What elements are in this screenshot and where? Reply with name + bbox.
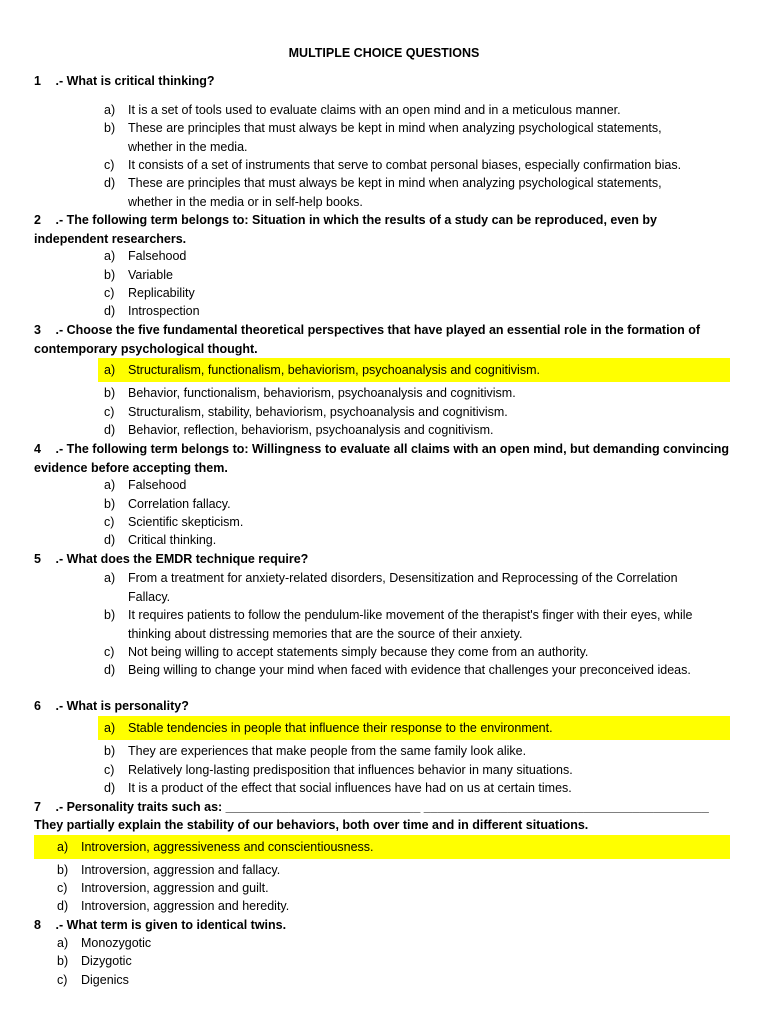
option-text: Falsehood bbox=[128, 249, 187, 263]
option-4b bbox=[104, 495, 704, 514]
option-1d bbox=[104, 174, 704, 211]
option-text: Introversion, aggressiveness and conscientiousness. bbox=[81, 840, 374, 854]
option-letter: d) bbox=[104, 176, 116, 190]
question-4 bbox=[34, 440, 734, 477]
option-letter: d) bbox=[57, 899, 69, 913]
option-7c bbox=[57, 879, 707, 898]
question-text: They partially explain the stability of our behaviors, both over time and in different situations. bbox=[34, 818, 589, 832]
option-3c bbox=[104, 403, 704, 422]
option-text: Introversion, aggression and heredity. bbox=[81, 899, 290, 913]
option-4c bbox=[104, 513, 704, 532]
question-text: .- The following term belongs to: Situation in which the results of a study can be reproduced, even by independent researchers. bbox=[34, 213, 657, 246]
option-text: It requires patients to follow the pendulum-like movement of the therapist's finger with their eyes, while thinking about distressing memories that are the source of their anxiety. bbox=[128, 608, 693, 641]
option-text: Variable bbox=[128, 268, 173, 282]
option-letter: c) bbox=[104, 645, 115, 659]
option-1b bbox=[104, 119, 704, 156]
option-letter: c) bbox=[104, 158, 115, 172]
option-letter: c) bbox=[57, 973, 68, 987]
option-2d bbox=[104, 302, 704, 321]
question-6 bbox=[34, 697, 734, 716]
option-text: Scientific skepticism. bbox=[128, 515, 244, 529]
option-3a bbox=[104, 361, 704, 380]
option-text: These are principles that must always be kept in mind when analyzing psychological statements, whether in the media or in self-help books. bbox=[128, 176, 662, 209]
option-text: Being willing to change your mind when faced with evidence that challenges your preconceived ideas. bbox=[128, 663, 691, 677]
option-letter: a) bbox=[104, 721, 116, 735]
option-5a bbox=[104, 569, 704, 606]
question-text: .- What is personality? bbox=[55, 699, 189, 713]
option-4d bbox=[104, 531, 704, 550]
option-8b bbox=[57, 952, 707, 971]
option-letter: a) bbox=[57, 840, 69, 854]
question-number: 4 bbox=[34, 442, 41, 456]
question-text: .- Personality traits such as: ____________________________ _________________________________________ bbox=[55, 800, 709, 814]
question-number: 1 bbox=[34, 74, 41, 88]
option-letter: b) bbox=[57, 863, 69, 877]
option-letter: b) bbox=[104, 608, 116, 622]
option-letter: d) bbox=[104, 304, 116, 318]
option-text: Digenics bbox=[81, 973, 129, 987]
option-text: Falsehood bbox=[128, 478, 187, 492]
option-letter: a) bbox=[104, 363, 116, 377]
question-text: .- Choose the five fundamental theoretical perspectives that have played an essential role in the formation of contemporary psychological thought. bbox=[34, 323, 701, 356]
option-letter: b) bbox=[104, 744, 116, 758]
option-text: Introversion, aggression and fallacy. bbox=[81, 863, 281, 877]
option-letter: a) bbox=[104, 478, 116, 492]
option-text: Behavior, reflection, behaviorism, psychoanalysis and cognitivism. bbox=[128, 423, 494, 437]
question-7 bbox=[34, 798, 734, 817]
question-number: 5 bbox=[34, 552, 41, 566]
question-7-continuation bbox=[34, 816, 734, 835]
question-3 bbox=[34, 321, 734, 358]
option-6d bbox=[104, 779, 704, 798]
option-4a bbox=[104, 476, 704, 495]
option-letter: b) bbox=[104, 121, 116, 135]
question-5 bbox=[34, 550, 734, 569]
option-letter: d) bbox=[104, 781, 116, 795]
question-8 bbox=[34, 916, 734, 935]
option-text: It is a set of tools used to evaluate claims with an open mind and in a meticulous manner. bbox=[128, 103, 621, 117]
option-text: Structuralism, functionalism, behaviorism, psychoanalysis and cognitivism. bbox=[128, 363, 540, 377]
option-text: Structuralism, stability, behaviorism, psychoanalysis and cognitivism. bbox=[128, 405, 508, 419]
question-number: 8 bbox=[34, 918, 41, 932]
option-2c bbox=[104, 284, 704, 303]
option-text: Replicability bbox=[128, 286, 195, 300]
option-8c bbox=[57, 971, 707, 990]
option-7a bbox=[57, 838, 707, 857]
option-letter: c) bbox=[104, 286, 115, 300]
question-text: .- What is critical thinking? bbox=[55, 74, 215, 88]
option-text: From a treatment for anxiety-related disorders, Desensitization and Reprocessing of the Correlation Fallacy. bbox=[128, 571, 678, 604]
option-7d bbox=[57, 897, 707, 916]
option-letter: d) bbox=[104, 663, 116, 677]
option-7b bbox=[57, 861, 707, 880]
option-text: Not being willing to accept statements simply because they come from an authority. bbox=[128, 645, 589, 659]
option-text: Relatively long-lasting predisposition that influences behavior in many situations. bbox=[128, 763, 573, 777]
option-letter: c) bbox=[104, 515, 115, 529]
option-letter: a) bbox=[57, 936, 69, 950]
question-2 bbox=[34, 211, 734, 248]
question-number: 7 bbox=[34, 800, 41, 814]
question-number: 6 bbox=[34, 699, 41, 713]
option-letter: c) bbox=[104, 763, 115, 777]
option-text: Introspection bbox=[128, 304, 200, 318]
option-letter: b) bbox=[104, 386, 116, 400]
option-letter: a) bbox=[104, 249, 116, 263]
option-2a bbox=[104, 247, 704, 266]
question-text: .- The following term belongs to: Willingness to evaluate all claims with an open mind, but demanding convincing evidence before accepting them. bbox=[34, 442, 730, 475]
option-text: It is a product of the effect that social influences have had on us at certain times. bbox=[128, 781, 572, 795]
option-text: Behavior, functionalism, behaviorism, psychoanalysis and cognitivism. bbox=[128, 386, 516, 400]
option-letter: d) bbox=[104, 423, 116, 437]
question-1 bbox=[34, 72, 734, 91]
option-text: They are experiences that make people from the same family look alike. bbox=[128, 744, 527, 758]
document-title: MULTIPLE CHOICE QUESTIONS bbox=[288, 46, 480, 60]
option-text: Critical thinking. bbox=[128, 533, 217, 547]
option-text: These are principles that must always be kept in mind when analyzing psychological statements, whether in the media. bbox=[128, 121, 662, 154]
option-letter: a) bbox=[104, 103, 116, 117]
option-6b bbox=[104, 742, 704, 761]
option-letter: c) bbox=[104, 405, 115, 419]
option-6a bbox=[104, 719, 704, 738]
option-3d bbox=[104, 421, 704, 440]
question-number: 2 bbox=[34, 213, 41, 227]
option-text: Dizygotic bbox=[81, 954, 132, 968]
option-letter: b) bbox=[57, 954, 69, 968]
option-text: Introversion, aggression and guilt. bbox=[81, 881, 269, 895]
question-text: .- What term is given to identical twins. bbox=[55, 918, 287, 932]
option-text: It consists of a set of instruments that serve to combat personal biases, especially confirmation bias. bbox=[128, 158, 682, 172]
option-letter: d) bbox=[104, 533, 116, 547]
question-text: .- What does the EMDR technique require? bbox=[55, 552, 309, 566]
option-5d bbox=[104, 661, 704, 680]
option-6c bbox=[104, 761, 704, 780]
option-2b bbox=[104, 266, 704, 285]
question-number: 3 bbox=[34, 323, 41, 337]
option-3b bbox=[104, 384, 704, 403]
option-letter: b) bbox=[104, 497, 116, 511]
option-letter: b) bbox=[104, 268, 116, 282]
option-1c bbox=[104, 156, 704, 175]
option-letter: a) bbox=[104, 571, 116, 585]
option-1a bbox=[104, 101, 704, 120]
option-8a bbox=[57, 934, 707, 953]
option-5c bbox=[104, 643, 704, 662]
option-text: Monozygotic bbox=[81, 936, 152, 950]
option-5b bbox=[104, 606, 704, 643]
option-text: Correlation fallacy. bbox=[128, 497, 231, 511]
option-text: Stable tendencies in people that influence their response to the environment. bbox=[128, 721, 553, 735]
option-letter: c) bbox=[57, 881, 68, 895]
